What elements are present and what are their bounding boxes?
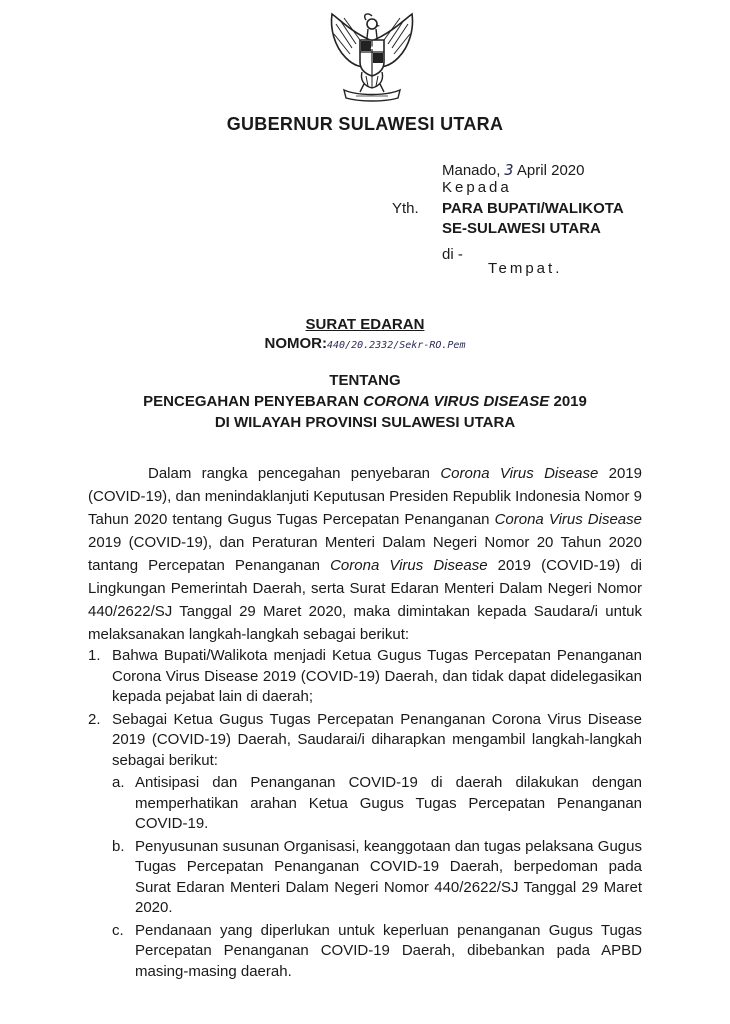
- subject-line-3: DI WILAYAH PROVINSI SULAWESI UTARA: [214, 414, 516, 431]
- list-item-2-number: 2.: [88, 710, 101, 728]
- list-subitem-a-text: Antisipasi dan Penanganan COVID-19 di daerah dilakukan dengan memperhatikan arahan Ketua Gugus Tugas Percepatan Penanganan COVID-19.: [135, 774, 642, 832]
- letter-number-label: NOMOR:: [264, 335, 327, 352]
- subject-line-2-italic: CORONA VIRUS DISEASE: [363, 393, 550, 410]
- list-subitem-a: [112, 773, 642, 835]
- para-text-1: Dalam rangka pencegahan penyebaran: [148, 465, 431, 482]
- letter-type-label: SURAT EDARAN: [305, 316, 425, 333]
- date-month-year: April 2020: [516, 162, 585, 179]
- list-item-2: [88, 710, 642, 983]
- para-text-4: 2019 (COVID-19) di Lingkungan Pemerintah Daerah, serta Surat Edaran Menteri Dalam Negeri Nomor 440/2622/SJ Tanggal 29 Maret 2020, maka dimintakan kepada Saudara/i untuk melaksanakan langkah-langkah sebagai berikut:: [88, 557, 642, 643]
- list-subitem-c-letter: c.: [112, 921, 124, 939]
- kepada-label: Kepada: [442, 179, 512, 196]
- di-label: di -: [442, 246, 463, 263]
- date-handwritten: 3: [504, 161, 514, 179]
- recipient-line-1: PARA BUPATI/WALIKOTA: [442, 200, 624, 217]
- list-item-1: [88, 646, 642, 708]
- recipient-line-2: SE-SULAWESI UTARA: [442, 220, 601, 237]
- subject-line-2-suffix: 2019: [553, 393, 587, 410]
- list-subitem-a-letter: a.: [112, 774, 125, 791]
- list-subitem-b-text: Penyusunan susunan Organisasi, keanggotaan dan tugas pelaksana Gugus Tugas Percepatan Penanganan COVID-19 Daerah, berpedoman pada Surat Edaran Menteri Dalam Negeri Nomor 440/2622/SJ Tanggal 29 Maret 2020.: [135, 837, 642, 916]
- subject-block: [0, 370, 730, 433]
- list-subitem-c: [112, 921, 642, 983]
- instruction-list: [88, 646, 642, 982]
- letter-number-handwritten: 440/20.2332/Sekr-RO.Pem: [327, 340, 466, 351]
- place-date-label: Manado,: [442, 162, 501, 179]
- para-italic-3: Corona Virus Disease: [330, 557, 488, 574]
- list-item-1-text: Bahwa Bupati/Walikota menjadi Ketua Gugus Tugas Percepatan Penanganan Corona Virus Disease 2019 (COVID-19) Daerah, dan tidak dapat didelegasikan kepada pejabat lain di daerah;: [112, 647, 642, 705]
- para-italic-2: Corona Virus Disease: [494, 511, 642, 528]
- office-title: GUBERNUR SULAWESI UTARA: [226, 114, 504, 134]
- subject-tentang: TENTANG: [329, 372, 401, 389]
- list-subitem-b-letter: b.: [112, 837, 125, 855]
- list-item-1-number: 1.: [88, 647, 101, 664]
- opening-paragraph: [88, 462, 642, 646]
- list-item-2-text: Sebagai Ketua Gugus Tugas Percepatan Penanganan Corona Virus Disease 2019 (COVID-19) Daerah, Saudarai/i diharapkan mengambil langkah-langkah sebagai berikut:: [112, 710, 642, 769]
- subject-line-2: [0, 391, 730, 412]
- letter-number: [0, 335, 730, 352]
- letter-type: [0, 316, 730, 333]
- yth-label: Yth.: [392, 200, 419, 217]
- para-text-3: 2019 (COVID-19), dan Peraturan Menteri Dalam Negeri Nomor 20 Tahun 2020 tantang Percepatan Penanganan: [88, 534, 642, 574]
- garuda-emblem-icon: [322, 10, 422, 102]
- subject-line-2-prefix: PENCEGAHAN PENYEBARAN: [143, 393, 359, 410]
- tempat-label: Tempat.: [488, 260, 563, 277]
- list-subitem-c-text: Pendanaan yang diperlukan untuk keperluan penanganan Gugus Tugas Percepatan Penanganan COVID-19 Daerah, dibebankan pada APBD masing-masing daerah.: [135, 921, 642, 980]
- para-text-2: 2019 (COVID-19), dan menindaklanjuti Keputusan Presiden Republik Indonesia Nomor 9 Tahun 2020 tentang Gugus Tugas Percepatan Penanganan: [88, 465, 642, 528]
- list-subitem-b: [112, 837, 642, 919]
- para-italic-1: Corona Virus Disease: [440, 465, 599, 482]
